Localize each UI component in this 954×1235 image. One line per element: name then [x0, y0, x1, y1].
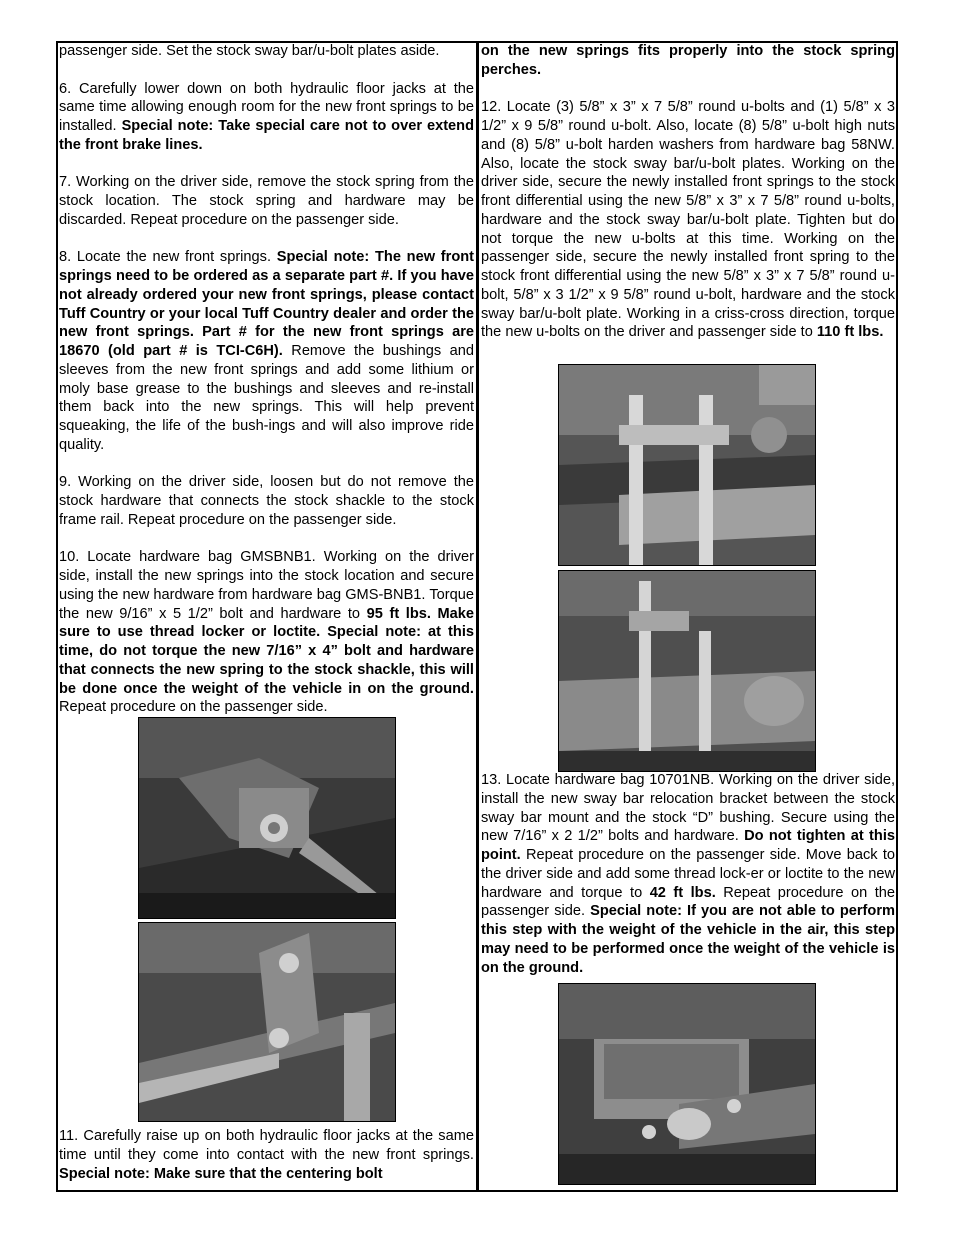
step-13: 13. Locate hardware bag 10701NB. Working on the driver side, install the new sway bar relocation bracket between the stock sway bar mount and the stock “D” bushing. Secure using the new 7/16” x 2 1/2” bolts and hardware. Do not tighten at this point. Repeat procedure on the passenger side. Move back to the driver side and add some thread lock-er or loctite to the new hardware and torque to 42 ft lbs. Repeat procedure on the passenger side. Special note: If you are not able to perform this step with the weight of the vehicle in the air, this step may need to be performed once the weight of the vehicle is on the ground. — [481, 772, 896, 976]
step11-continuation: on the new springs fits properly into the stock spring perches. — [481, 43, 895, 78]
photo-sway-bar-bracket — [558, 983, 816, 1185]
step-7: 7. Working on the driver side, remove the stock spring from the stock location. The stock spring and hardware may be discarded. Repeat procedure on the passenger side. — [59, 174, 474, 228]
photo-spring-shackle — [138, 922, 396, 1122]
step-10: 10. Locate hardware bag GMSBNB1. Working on the driver side, install the new springs into the stock location and secure using the new hardware from hardware bag GMS-BNB1. Torque the new 9/16” x 5 1/2” bolt and hardware to 95 ft lbs. Make sure to use thread locker or loctite. Special note: at this time, do not torque the new 7/16” x 4” bolt and hardware that connects the new spring to the stock shackle, this will be done once the weight of the vehicle in on the ground. Repeat procedure on the passenger side. — [59, 549, 474, 716]
right-column-step13 — [481, 771, 895, 977]
photo-spring-shackle-bolt — [138, 717, 396, 919]
step5-continuation: passenger side. Set the stock sway bar/u-bolt plates aside. — [59, 43, 440, 59]
right-column — [481, 42, 895, 342]
column-divider — [476, 41, 479, 1192]
step-8: 8. Locate the new front springs. Special note: The new front springs need to be ordered as a separate part #. If you have not already ordered your new front springs, please contact Tuff Country or your local Tuff Country dealer and order the new front springs. Part # for the new front springs are 18670 (old part # is TCI-C6H). Remove the bushings and sleeves from the new front springs and add some lithium or moly base grease to the bushings and sleeves and re-install them back into the new springs. This will help prevent squeaking, the life of the bush-ings and will also improve ride quality. — [59, 249, 475, 453]
step-12: 12. Locate (3) 5/8” x 3” x 7 5/8” round u-bolts and (1) 5/8” x 3 1/2” x 9 5/8” round u-bolt. Also, locate (8) 5/8” u-bolt high nuts and (8) 5/8” u-bolt harden washers from hardware bag 58NW. Also, locate the stock sway bar/u-bolt plates. Working on the driver side, secure the newly installed front springs to the stock front differential using the new 5/8” x 3” x 7 5/8” round u-bolts, hardware and the stock sway bar/u-bolt plate. Tighten but do not torque the new u-bolts at this time. Working on the passenger side, secure the newly installed front spring to the stock front differential using the new 5/8” x 3” x 7 5/8” round u-bolt, 5/8” x 3 1/2” x 9 5/8” round u-bolt, hardware and the stock sway bar/u-bolt plate. Working in a criss-cross direction, torque the new u-bolts on the driver and passenger side to 110 ft lbs. — [481, 99, 895, 341]
left-column — [59, 42, 474, 717]
step-9: 9. Working on the driver side, loosen but do not remove the stock hardware that connects the stock shackle to the stock frame rail. Repeat procedure on the passenger side. — [59, 474, 474, 528]
photo-ubolts-passenger — [558, 570, 816, 772]
step-6: 6. Carefully lower down on both hydraulic floor jacks at the same time allowing enough room for the new front springs to be installed. Special note: Take special care not to over extend the front brake lines. — [59, 80, 475, 153]
step-11: 11. Carefully raise up on both hydraulic floor jacks at the same time until they come into contact with the new front springs. Special note: Make sure that the centering bolt — [59, 1128, 474, 1182]
photo-ubolts-driver — [558, 364, 816, 566]
left-column-bottom — [59, 1127, 474, 1183]
